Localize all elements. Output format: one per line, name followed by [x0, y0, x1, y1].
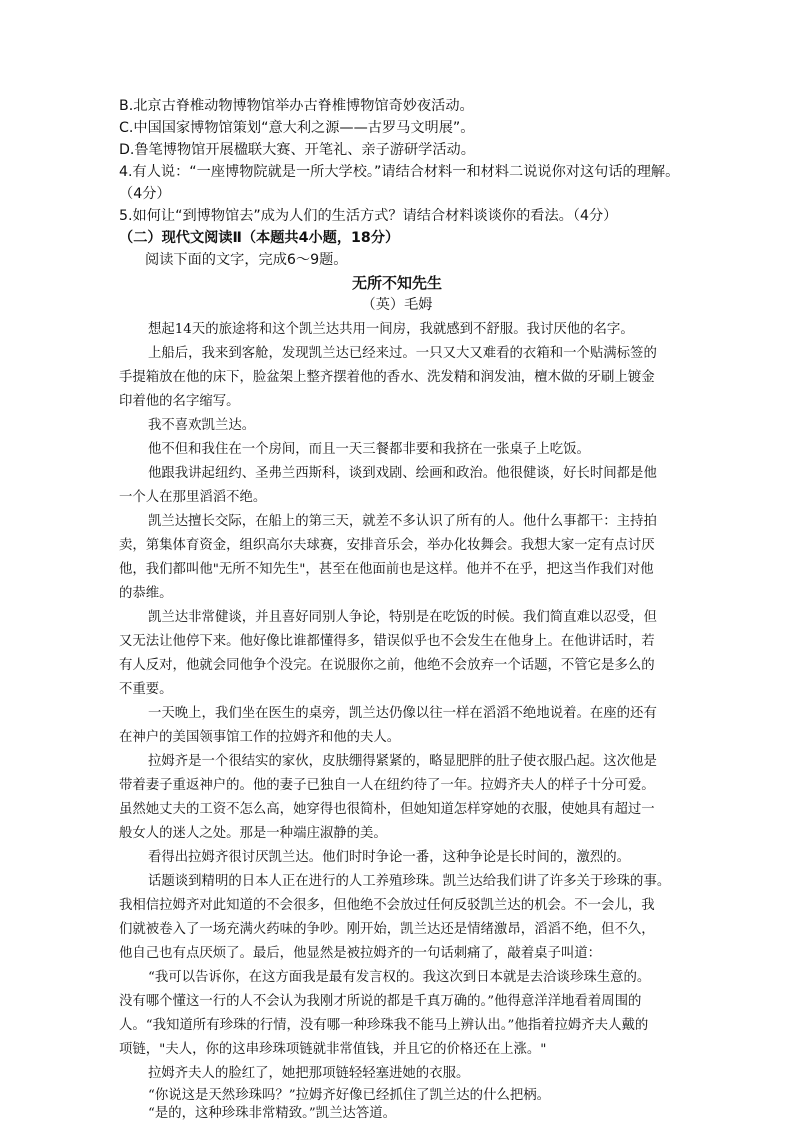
article-line: 他自己也有点厌烦了。最后，他显然是被拉姆齐的一句话刺痛了，敲着桌子叫道：	[119, 946, 602, 961]
article-line: 他，我们都叫他"无所不知先生"，甚至在他面前也是这样。他并不在乎，把这当作我们对他	[119, 562, 654, 577]
article-line: 一个人在那里滔滔不绝。	[119, 490, 267, 505]
question-4-line-2: （4分）	[119, 186, 171, 202]
article-line: 我相信拉姆齐对此知道的不会很多，但他绝不会放过任何反驳凯兰达的机会。不一会儿，我	[119, 898, 655, 913]
article-line: 凯兰达擅长交际，在船上的第三天，就差不多认识了所有的人。他什么事都干：主持拍	[148, 514, 657, 529]
article-line: 有人反对，他就会同他争个没完。在说服你之前，他绝不会放弃一个话题，不管它是多么的	[119, 658, 655, 673]
article-line: 凯兰达非常健谈，并且喜好同别人争论，特别是在吃饭的时候。我们简直难以忍受，但	[148, 610, 657, 625]
article-line: 拉姆齐是一个很结实的家伙，皮肤绷得紧紧的，略显肥胖的肚子使衣服凸起。这次他是	[148, 754, 657, 769]
article-line: 看得出拉姆齐很讨厌凯兰达。他们时时争论一番，这种争论是长时间的，激烈的。	[148, 850, 631, 865]
option-c: C.中国国家博物馆策划“意大利之源——古罗马文明展”。	[119, 120, 475, 136]
article-line: 没有哪个懂这一行的人不会认为我刚才所说的都是千真万确的。”他得意洋洋地看着周围的	[119, 994, 642, 1009]
question-5: 5.如何让“到博物馆去”成为人们的生活方式？请结合材料谈谈你的看法。（4分）	[119, 208, 618, 224]
article-line: 在神户的美国领事馆工作的拉姆齐和他的夫人。	[119, 730, 401, 745]
article-line: 上船后，我来到客舱，发现凯兰达已经来过。一只又大又难看的衣箱和一个贴满标签的	[148, 346, 657, 361]
article-line: 带着妻子重返神户的。他的妻子已独自一人在纽约待了一年。拉姆齐夫人的样子十分可爱。	[119, 778, 655, 793]
article-line: 又无法让他停下来。他好像比谁都懂得多，错误似乎也不会发生在他身上。在他讲话时，若	[119, 634, 655, 649]
article-line: 印着他的名字缩写。	[119, 394, 240, 409]
question-4-line-1: 4.有人说：“一座博物院就是一所大学校。”请结合材料一和材料二说说你对这句话的理解。	[119, 164, 680, 180]
article-line: 卖，第集体育资金，组织高尔夫球赛，安排音乐会，举办化妆舞会。我想大家一定有点讨厌	[119, 538, 655, 553]
article-line: 拉姆齐夫人的脸红了，她把那项链轻轻塞进她的衣服。	[148, 1066, 470, 1081]
option-d: D.鲁笔博物馆开展楹联大赛、开笔礼、亲子游研学活动。	[119, 142, 475, 158]
article-line: 想起14天的旅途将和这个凯兰达共用一间房，我就感到不舒服。我讨厌他的名字。	[148, 322, 634, 337]
article-line: 一天晚上，我们坐在医生的桌旁，凯兰达仍像以往一样在滔滔不绝地说着。在座的还有	[148, 706, 657, 721]
article-line: “我可以告诉你，在这方面我是最有发言权的。我这次到日本就是去洽谈珍珠生意的。	[148, 970, 651, 985]
article-line: 他不但和我住在一个房间，而且一天三餐都非要和我挤在一张桌子上吃饭。	[148, 442, 590, 457]
article-line: 不重要。	[119, 682, 173, 697]
article-line: 他跟我讲起纽约、圣弗兰西斯科，谈到戏剧、绘画和政治。他很健谈，好长时间都是他	[148, 466, 657, 481]
section-instruction: 阅读下面的文字，完成6～9题。	[145, 252, 348, 268]
article-line: “你说这是天然珍珠吗？”拉姆齐好像已经抓住了凯兰达的什么把柄。	[148, 1088, 551, 1103]
article-line: “是的，这种珍珠非常精致。”凯兰达答道。	[148, 1106, 397, 1121]
article-line: 项链，"夫人，你的这串珍珠项链就非常值钱，并且它的价格还在上涨。"	[119, 1042, 547, 1057]
article-line: 般女人的迷人之处。那是一种端庄淑静的美。	[119, 826, 387, 841]
option-b: B.北京古脊椎动物博物馆举办古脊椎博物馆奇妙夜活动。	[119, 98, 474, 114]
article-line: 话题谈到精明的日本人正在进行的人工养殖珍珠。凯兰达给我们讲了许多关于珍珠的事。	[148, 874, 671, 889]
article-author: （英）毛姆	[361, 297, 433, 313]
article-line: 我不喜欢凯兰达。	[148, 418, 256, 433]
article-line: 人。“我知道所有珍珠的行情，没有哪一种珍珠我不能马上辨认出。”他指着拉姆齐夫人戴的	[119, 1018, 649, 1033]
article-line: 的恭维。	[119, 586, 173, 601]
article-line: 们就被卷入了一场充满火药味的争吵。刚开始，凯兰达还是情绪激昂，滔滔不绝，但不久，	[119, 922, 655, 937]
article-title: 无所不知先生	[351, 274, 442, 292]
section-heading: （二）现代文阅读Ⅱ（本题共4小题，18分）	[119, 230, 400, 246]
article-line: 手提箱放在他的床下，脸盆架上整齐摆着他的香水、洗发精和润发油，檀木做的牙刷上镀金	[119, 370, 655, 385]
article-line: 虽然她丈夫的工资不怎么高，她穿得也很简朴，但她知道怎样穿她的衣服，使她具有超过一	[119, 802, 655, 817]
